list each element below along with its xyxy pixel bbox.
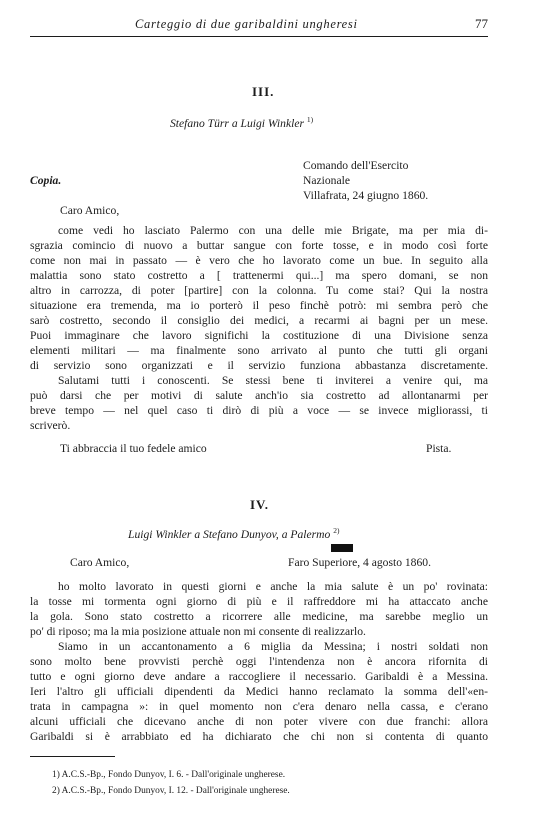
letter-3-address-line-1: Comando dell'Esercito [303, 159, 409, 172]
letter-3-address-line-3: Villafrata, 24 giugno 1860. [303, 189, 429, 202]
letter-4-line: Garibaldi si è arrabbiato ed ha dichiarato che chi non si contenta di quanto [30, 730, 488, 743]
page-number: 77 [475, 16, 488, 31]
letter-4-line: la gola. Sono stato costretto a ricorrere alle medicine, ma sarebbe meglio un [30, 610, 488, 623]
letter-4-line: trata in campagna »: in quel momento non c'era denaro nella cassa, e c'erano [30, 700, 488, 713]
letter-3-line: situazione era tremenda, ma io porterò il peso finchè potrò: mi sembra però che [30, 299, 488, 312]
letter-3-line: sgrazia comincio di nuovo a buttar sangue con forte tosse, e in modo così forte [30, 239, 488, 252]
letter-3-salutation: Caro Amico, [60, 204, 120, 217]
letter-4-title: Luigi Winkler a Stefano Dunyov, a Palermo [128, 527, 331, 541]
letter-3-line: può darsi che per motivi di salute anch'io sia costretto ad allontanarmi per [30, 389, 488, 402]
letter-4-title-line [128, 526, 339, 541]
letter-3-line: come non mai in passato — è vero che ho lavorato come un bue. In seguito alla [30, 254, 488, 267]
letter-3-line: scriverò. [30, 419, 71, 432]
letter-3-line: Salutami tutti i conoscenti. Se stessi bene ti inviterei a venire qui, ma [58, 374, 488, 387]
letter-3-note-ref: 1) [306, 115, 314, 124]
letter-3-title: Stefano Türr a Luigi Winkler [170, 116, 304, 130]
letter-3-number: III. [252, 84, 275, 99]
letter-3-line: altro in carrozza, di poter [partire] con la colonna. Tu come stai? Qui la nostra [30, 284, 488, 297]
letter-4-line: ho molto lavorato in questi giorni e anche la mia salute è un po' rovinata: [58, 580, 488, 593]
footnote-rule [30, 756, 115, 757]
footnote-1: 1) A.C.S.-Bp., Fondo Dunyov, I. 6. - Dall'originale ungherese. [52, 770, 286, 780]
letter-3-line: Puoi immaginare che lavoro significhi la costituzione di una Divisione senza [30, 329, 488, 342]
letter-3-line: malattia sono stato costretto a [ trattenermi qui...] ma spero domani, se non [30, 269, 488, 282]
ink-blot-mark [331, 544, 353, 552]
letter-4-line: alcuni ufficiali che dicevano anche di non poter vivere con due franchi: allora [30, 715, 488, 728]
letter-3-closing: Ti abbraccia il tuo fedele amico [60, 442, 207, 455]
letter-4-line: po' di riposo; ma la mia posizione attuale non mi consente di realizzarlo. [30, 625, 366, 638]
letter-3-line: come vedi ho lasciato Palermo con una delle mie Brigate, ma per mia di- [58, 224, 488, 237]
copia-label: Copia. [30, 174, 62, 187]
letter-4-line: sono molto bene provvisti perchè oggi l'intendenza non è ancora rifornita di [30, 655, 488, 668]
running-head [30, 14, 488, 37]
letter-4-note-ref: 2) [333, 526, 340, 535]
letter-4-line: tutto e ogni giorno deve andare a raccogliere il necessario. Garibaldi è a Messina. [30, 670, 488, 683]
footnote-2: 2) A.C.S.-Bp., Fondo Dunyov, I. 12. - Dall'originale ungherese. [52, 786, 290, 796]
letter-3-title-line [170, 115, 313, 130]
letter-3-line: sarò costretto, secondo il consiglio dei medici, a recarmi ai bagni per un mese. [30, 314, 488, 327]
letter-4-salutation: Caro Amico, [70, 556, 130, 569]
letter-4-line: Ieri l'altro gli ufficiali dipendenti da Medici hanno reclamato la somma dell'«en- [30, 685, 488, 698]
letter-3-line: elementi militari — ma finalmente sono arrivato al punto che tutti gli organi [30, 344, 488, 357]
letter-3-line: breve tempo — nel quel caso ti dirò di più a voce — se invece migliorassi, ti [30, 404, 488, 417]
document-page [30, 14, 488, 814]
letter-3-address-line-2: Nazionale [303, 174, 350, 187]
running-title: Carteggio di due garibaldini ungheresi [135, 17, 358, 31]
letter-4-line: la tosse mi tormenta ogni giorno di più e il raffreddore mi ha attaccato anche [30, 595, 488, 608]
letter-3-signature: Pista. [426, 442, 452, 455]
letter-4-place-date: Faro Superiore, 4 agosto 1860. [288, 556, 431, 569]
letter-3-line: di servizio sono organizzati e il servizio funziona abbastanza discretamente. [30, 359, 488, 372]
letter-4-number: IV. [250, 497, 270, 512]
letter-4-line: Siamo in un accantonamento a 6 miglia da Messina; i nostri soldati non [58, 640, 488, 653]
